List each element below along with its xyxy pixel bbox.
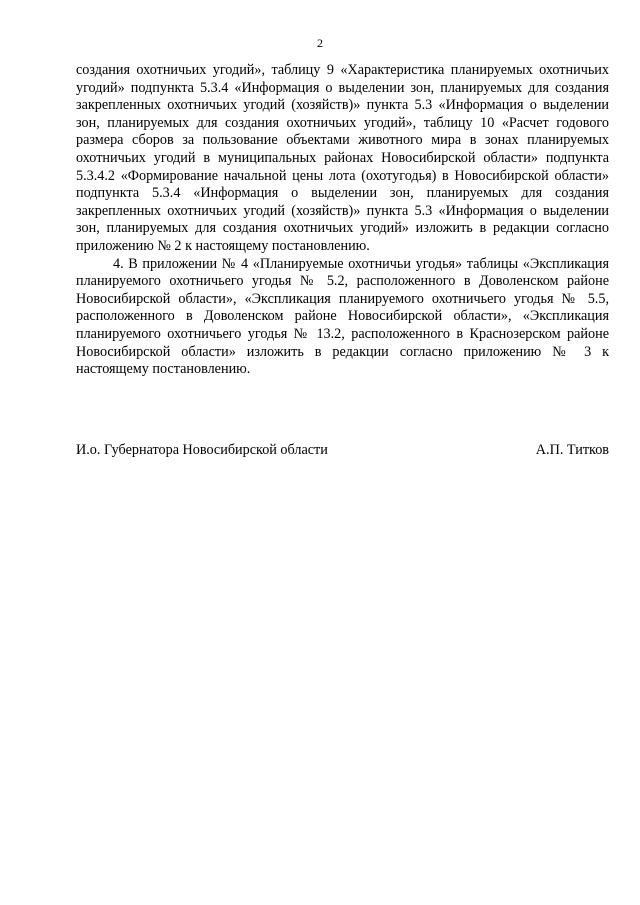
paragraph-item-4: 4. В приложении № 4 «Планируемые охотничьи угодья» таблицы «Экспликация планируемого охотничьего угодья № 5.2, расположенного в Доволенском районе Новосибирской области», «Экспликация планируемого охотничьего угодья № 5.5, расположенного в Доволенском районе Новосибирской области», «Экспликация планируемого охотничьего угодья № 13.2, расположенного в Краснозерском районе Новосибирской области» изложить в редакции согласно приложению № 3 к настоящему постановлению.: [76, 255, 609, 378]
document-body: [76, 62, 609, 379]
paragraph-continuation: создания охотничьих угодий», таблицу 9 «Характеристика планируемых охотничьих угодий» подпункта 5.3.4 «Информация о выделении зон, планируемых для создания закрепленных охотничьих угодий (хозяйств)» пункта 5.3 «Информация о выделении зон, планируемых для создания охотничьих угодий», таблицу 10 «Расчет годового размера сборов за пользование объектами животного мира в зонах планируемых охотничьих угодий в муниципальных районах Новосибирской области» подпункта 5.3.4.2 «Формирование начальной цены лота (охотугодья) в Новосибирской области» подпункта 5.3.4 «Информация о выделении зон, планируемых для создания закрепленных охотничьих угодий (хозяйств)» пункта 5.3 «Информация о выделении зон, планируемых для создания охотничьих угодий» изложить в редакции согласно приложению № 2 к настоящему постановлению.: [76, 62, 609, 254]
signature-block: [76, 442, 609, 460]
page-number: 2: [317, 36, 323, 50]
signatory-name: А.П. Титков: [535, 442, 609, 458]
signatory-position: И.о. Губернатора Новосибирской области: [76, 442, 328, 458]
